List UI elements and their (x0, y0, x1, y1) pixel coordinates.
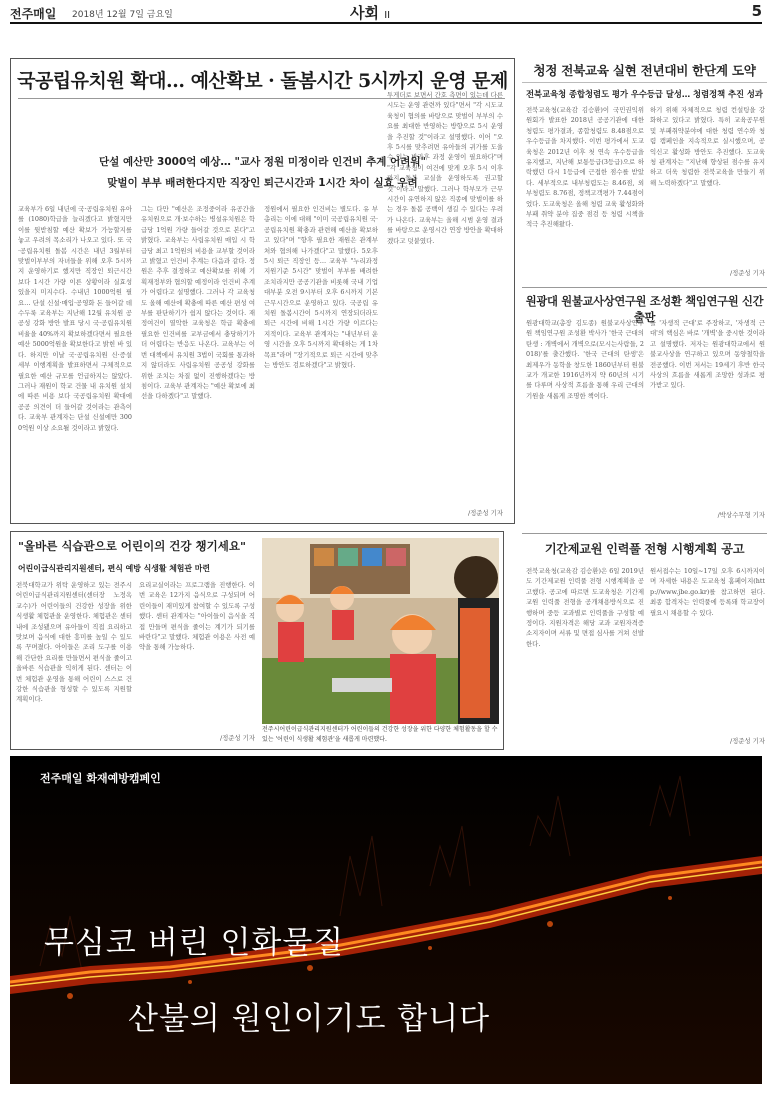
article-column: 투게더로 보면서 간호 측면이 있는데 다른 시도는 운영 관련까 있다"면서 "각 시도교육청이 협의를 바탕으로 맞벌이 부부의 수요를 최대한 반영하는 방향으로 5시 운영을 추진할 것"이라고 설명했다. 이어 "오후 5시를 맞추려면 유아들의 귀가를 도울 수 있는 방과후 과정 운영이 필요하다"며 "각 교육청이 여건에 맞게 오후 5시 이후까지 돌봄 교실을 운영하도록 권고할 것"이라고 말했다. 그러나 학부모가 근무시간이 유연하지 않은 직종에 맞벌이를 하는 경우 돌봄 공백이 생길 수 있다는 우려가 나온다. 교육부는 올해 시범 운영 결과를 바탕으로 운영시간 연장 방안을 확대하겠다고 덧붙였다. (387, 91, 503, 245)
article-column: 를 '자생적 근대'로 주장하고, '자생적 근대'의 핵심은 바로 '개벽'을 중시한 것이라고 설명했다. 저자는 원광대학교에서 원불교사상을 연구하고 있으며 동양철학을 전공했다. 이번 저서는 19세기 후반 한국 사상의 흐름을 새롭게 조망한 성과로 평가받고 있다. (650, 319, 765, 390)
issue-date: 2018년 12월 7일 금요일 (72, 10, 173, 20)
article-title: 원광대 원불교사상연구원 조성환 책임연구원 신간 출판 (525, 294, 764, 324)
article-byline: /정준성 기자 (467, 509, 503, 517)
main-article (10, 58, 515, 524)
photo-caption: 전주시어린이급식관리지원센터가 어린이들의 건강한 성장을 위한 다양한 체험활동을 할 수 있는 '어린이 식생활 체험관'을 새롭게 마련했다. (262, 726, 498, 743)
article-title: "올바른 식습관으로 어린이의 건강 챙기세요" (18, 539, 246, 553)
article-title: 기간제교원 인력풀 전형 시행계획 공고 (544, 542, 745, 556)
campaign-headline: 산불의 원인이기도 합니다 (128, 1001, 491, 1037)
article-column: 교육부가 6일 내년에 국·공립유치원 유아를 (1080)학급을 늘리겠다고 밝혔지만 이를 뒷받침할 예산 확보가 가능할지를 놓고 우려의 목소리가 나오고 있다. 또 국·공립유치원 돌봄 시간은 내년 3월부터 맞벌이부부의 자녀들을 위해 오후 5시까지 운영하기로 했지만 직장인 퇴근시간 보다 1시간 가량 이른 상황이라 실효성 있을지 미지수다. 수내년 1000억원 필요… 단설 신설·매입·공영화 돈 들어갈 데 수두룩 교육부는 지난해 12월 유치원 공공성 강화 방안 발표 당시 국·공립유치원 비율을 40%까지 확보하겠다면서 필요한 예산 5000억원을 확보한다고 밝힌 바 있다. 하지만 이날 국·공립유치원 신·증설 세부 이행계획을 발표하면서 구체적으로 필요한 예산 규모를 언급하지는 않았다. 그러나 재원이 학교 건물 내 유치원 설치에 따른 비용 보다 국공립유치원 확대에 공공 의견이 더 들어갈 것이라는 관측이다. 교육부 관계자는 단설 신설에만 3000억원 이상 소요될 것이라고 밝혔다. (18, 205, 132, 432)
newspaper-brand: 전주매일 (10, 7, 57, 21)
main-article-subtitle: 맞벌이 부부 배려한다지만 직장인 퇴근시간과 1시간 차이 실효 우려 (107, 177, 418, 189)
campaign-headline: 무심코 버린 인화물질 (44, 925, 345, 961)
article-column: 전북교육청(교육감 김승환)이 국민권익위원회가 발표한 2018년 공공기관에 대한 청렴도 평가결과, 종합청렴도 8.48점으로 우수등급을 차지했다. 이번 평가에서 도교육청은 2012년 이후 첫 연속 우수등급을 유지했고, 지난해 보통등급(3등급)으로 하락했던 다시 1등급에 근접한 점수를 받았다. 세부적으로 내부청렴도는 8.46점, 외부청렴도 8.76점, 정책고객평가 7.44점이었다. 도교육청은 올해 청렴 교육 활성화와 부패 취약 분야 집중 점검 등 청렴 시책을 적극 추진해왔다. (526, 106, 644, 229)
article-byline: /박상수무형 기자 (717, 511, 765, 519)
page-header (10, 0, 762, 24)
main-article-title: 국공립유치원 확대… 예산확보 · 돌봄시간 5시까지 운영 문제 (17, 70, 508, 92)
section-roman: II (384, 10, 391, 21)
article-column: 전북대학교가 위탁 운영하고 있는 전주시어린이급식관리지원센터(센터장 노정옥 교수)가 어린이들의 건강한 성장을 위한 식생활 체험관을 운영한다. 체험관은 센터 내에 조성됐으며 유아들이 직접 요리하고 맛보며 음식에 대한 흥미를 높일 수 있도록 꾸며졌다. 아이들은 조리 도구를 이용해 간단한 요리를 만들면서 편식을 줄이고 올바른 식습관을 익히게 된다. 센터는 이번 체험관 운영을 통해 어린이 스스로 건강한 식습관을 형성할 수 있도록 지원할 계획이다. (16, 581, 132, 704)
article-subtitle: 어린이급식관리지원센터, 편식 예방 식생활 체험관 마련 (18, 564, 211, 573)
main-article-subtitle: 단설 예산만 3000억 예상… "교사 정원 미정이라 인건비 추계 어려워" (99, 156, 426, 168)
article-column: 정원에서 필요한 인건비는 별도다. 유 부총리는 이에 대해 "이미 국공립유치원 국·공립유치원 확충과 관련해 예산을 확보하고 있다"며 "향후 필요한 재원은 관계부처와 협의해 나가겠다"고 말했다. 5오후 5시 퇴근 직장인 등… 교육부 "누리과정 지원기준 5시간" 맞벌이 부부를 배려한 조치라지만 공공기관을 비롯해 국내 기업 대부분 오전 9시부터 오후 6시까지 기본 근무시간으로 운영하고 있다. 국공립 유치원 돌봄시간이 5시까지 연장되더라도 퇴근 시간에 비해 1시간 가량 이르다는 지적이다. 교육부 관계자는 "내년부터 운영 시간을 오후 5시까지 확대하는 게 1차 목표"라며 "장기적으로 퇴근 시간에 맞추는 방안도 검토하겠다"고 밝혔다. (264, 205, 378, 370)
article-byline: /정준성 기자 (219, 734, 255, 742)
page-number: 5 (751, 2, 762, 20)
section-name: 사회 II (350, 4, 391, 22)
divider (522, 287, 767, 288)
article-byline: /정준성 기자 (729, 269, 765, 277)
photo-illustration (262, 538, 499, 724)
article-column: 원서접수는 10일~17일 오후 6시까지이며 자세한 내용은 도교육청 홈페이지(http://www.jbe.go.kr)를 참고하면 된다. 최종 합격자는 인력풀에 등록돼 학교장이 필요시 채용할 수 있다. (650, 567, 765, 617)
article-column: 그는 다만 "예산은 조정중이라 유공간을 유치원으로 개·보수하는 병설유치원은 학급당 1억원 가량 들어갈 것으로 본다"고 밝혔다. 교육부는 사립유치원 매입 시 학급당 최고 1억원의 비용을 교부할 것이라고 밝혔고 인건비 추계는 다음과 같다. 정원은 추후 결정하고 예산확보를 위해 기획재정부와 협의할 예정이라 인건비 추계가 어렵다고 설명했다. 그러나 각 교육청도 올해 예산에 확충에 따른 예산 편성 여부를 판단하기가 쉽지 않다는 것이다. 재정여건이 열악한 교육청은 학급 확충에 필요한 인건비를 교부금에서 충당하기가 더 어렵다는 반응도 나온다. 교육부는 이번 대책에서 유치원 3법이 국회를 통과하지 않더라도 사립유치원 공공성 강화를 위한 조치는 차질 없이 진행하겠다는 방침이다. 교육부 관계자는 "예산 확보에 최선을 다하겠다"고 말했다. (141, 205, 255, 401)
children-cooking-photo (262, 538, 499, 724)
article-column: 원광대학교(총장 김도종) 원불교사상연구원 책임연구원 조성환 박사가 '한국 근대의 탄생 : 개벽에서 개벽으로(모시는사람들, 2018)'를 출간했다. '한국 근대의 탄생'은 최제우가 동학을 창도한 1860년부터 원불교가 개교한 1916년까지 약 60년의 시기를 다루며 사상적 흐름을 통해 우리 근대의 기원을 새롭게 조명한 책이다. (526, 319, 644, 400)
campaign-title: 전주매일 화재예방캠페인 (40, 772, 161, 785)
article-title: 청정 전북교육 실현 전년대비 한단계 도약 (533, 63, 756, 78)
article-column: 전북교육청(교육감 김승환)은 6일 2019년도 기간제교원 인력풀 전형 시행계획을 공고했다. 공고에 따르면 도교육청은 기간제 교원 인력풀 전형을 공개채용방식으로 진행하며 중등 교과별로 인력풀을 구성할 예정이다. 지원자격은 해당 교과 교원자격증 소지자이며 서류 및 면접 심사를 거쳐 선발한다. (526, 567, 644, 648)
article-column: 요리교실이라는 프로그램을 진행한다. 이번 교육은 12가지 음식으로 구성되며 어린이들이 재미있게 참여할 수 있도록 구성했다. 센터 관계자는 "아이들이 음식을 직접 만들며 편식을 줄이는 계기가 되기를 바란다"고 말했다. 체험관 이용은 사전 예약을 통해 가능하다. (139, 581, 255, 652)
article-column: 하기 위해 자체적으로 청렴 컨설팅을 강화하고 있다고 밝혔다. 특히 교육공무원 및 부패취약분야에 대한 청렴 연수와 청렴 캠페인을 지속적으로 실시했으며, 공익신고 활성화 방안도 추진했다. 도교육청 관계자는 "지난해 향상된 점수를 유지하고 더욱 청렴한 전북교육을 만들기 위해 노력하겠다"고 말했다. (650, 106, 765, 187)
article-byline: /정준성 기자 (729, 737, 765, 745)
divider (522, 82, 767, 83)
article-subtitle: 전북교육청 종합청렴도 평가 우수등급 달성… 청렴정책 추진 성과 (526, 89, 763, 99)
divider (522, 533, 767, 534)
